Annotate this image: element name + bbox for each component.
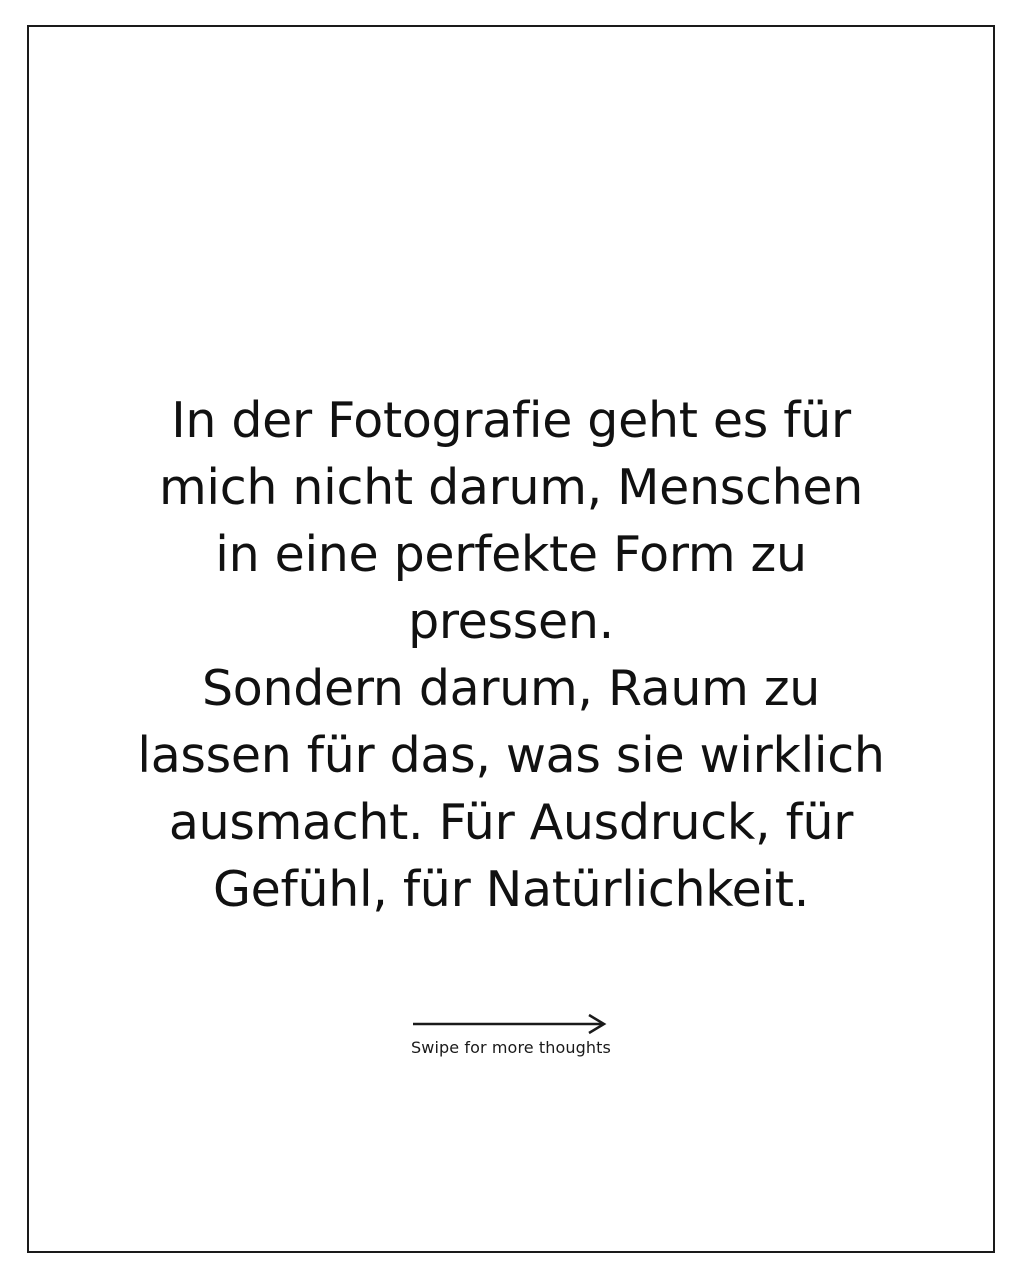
- quote-line: in eine perfekte Form zu: [215, 526, 807, 583]
- quote-text-block: [29, 387, 993, 923]
- quote-line: Sondern darum, Raum zu: [201, 660, 821, 717]
- quote-line: pressen.: [408, 593, 614, 650]
- quote-line: ausmacht. Für Ausdruck, für: [168, 794, 854, 851]
- swipe-label: Swipe for more thoughts: [411, 1038, 611, 1057]
- quote-line: lassen für das, was sie wirklich: [137, 727, 885, 784]
- quote-line: mich nicht darum, Menschen: [159, 459, 863, 516]
- quote-line: In der Fotografie geht es für: [171, 392, 851, 449]
- quote-card: [27, 25, 995, 1253]
- quote-line: Gefühl, für Natürlichkeit.: [213, 861, 809, 918]
- swipe-hint[interactable]: [29, 1012, 993, 1057]
- arrow-right-icon: [411, 1012, 611, 1036]
